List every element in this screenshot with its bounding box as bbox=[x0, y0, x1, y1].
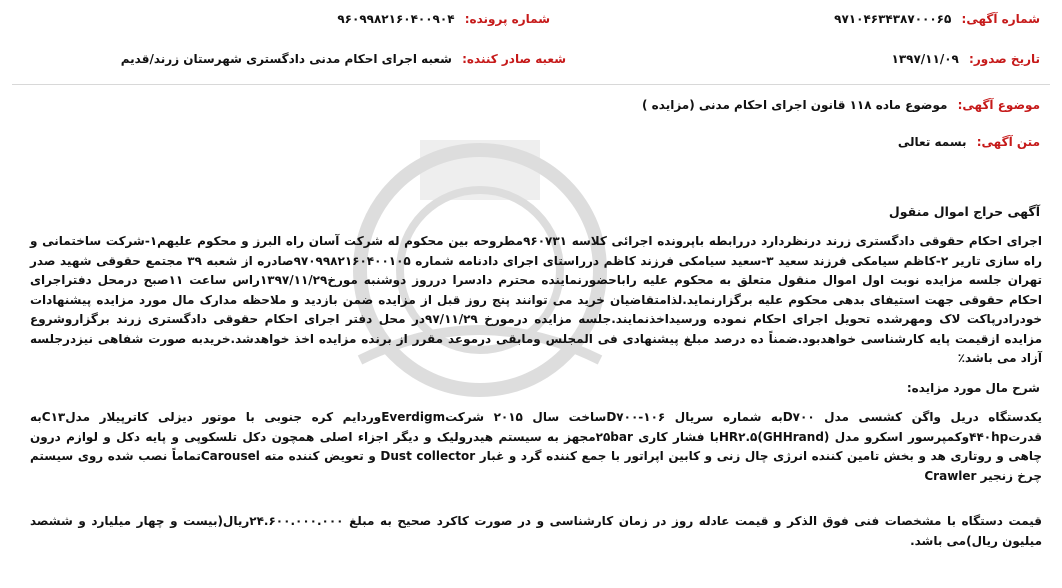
header-divider bbox=[12, 84, 1050, 85]
issuer-value: شعبه اجرای احکام مدنی دادگستری شهرستان زرند/قدیم bbox=[120, 52, 452, 66]
notice-number-value: ۹۷۱۰۴۶۳۴۳۸۷۰۰۰۶۵ bbox=[834, 12, 952, 26]
notice-title: آگهی حراج اموال منقول bbox=[888, 204, 1040, 219]
price-paragraph: قیمت دستگاه با مشخصات فنی فوق الذکر و قیمت عادله روز در زمان کارشناسی و در صورت کاکرد صحیح به مبلغ ۲۴.۶۰۰.۰۰۰.۰۰۰ریال(بیست و چهار میلیارد و ششصد میلیون ریال)می باشد. bbox=[30, 514, 1042, 548]
notice-number-label: شماره آگهی: bbox=[961, 12, 1040, 26]
text-field bbox=[898, 135, 1040, 149]
subject-field bbox=[642, 98, 1040, 112]
text-opening: بسمه تعالی bbox=[897, 135, 967, 149]
case-number-field bbox=[337, 12, 550, 26]
issuer-field bbox=[121, 52, 566, 66]
property-description: یکدستگاه دریل واگن کشسی مدل D۷۰۰به شماره سریال ۱۰۶-D۷۰۰ساخت سال ۲۰۱۵ شرکتEverdigmوردایم کره جنوبی با موتور دیزلی کاترپیلار مدلC۱۳به قدرت۴۴۰hpوکمپرسور اسکرو مدل (GHHrand)HR۲.۵با فشار کاری ۲۵barمجهز به سیستم هیدرولیک و دیگر اجزاء اصلی همچون دکل تلسکوپی و پایه دکل و لوازم درون چاهی و روتاری هد و بخش تامین کننده انرژی چال زنی و کابین اپراتور با جمع کننده گرد و غبار Dust collector و تعویض کننده مته Carouselتماماً نصب شده روی سیستم چرخ زنجیر Crawler bbox=[30, 410, 1043, 483]
notice-paragraph-main: اجرای احکام حقوقی دادگستری زرند درنظردارد دررابطه باپرونده اجرائی کلاسه ۹۶۰۷۳۱مطروحه بین محکوم له شرکت آسان راه البرز و محکوم علیهم۱-شرکت ساختمانی و راه سازی تاریر ۲-کاظم سیامکی فرزند سعید ۳-سعید سیامکی فرزند کاظم درراستای اجرای دادنامه شماره ۹۷۰۹۹۸۲۱۶۰۴۰۰۱۰۵صادره از شعبه ۳۹ مجتمع حقوقی شهید صدر تهران جلسه مزایده نوبت اول اموال منقول متعلق به محکوم علیه راباحضورنماینده محترم دادسرا درروز دوشنبه مورخ۱۳۹۷/۱۱/۲۹راس ساعت ۱۱صبح درمحل دفتراجرای احکام حقوقی جهت استیفای بدهی محکوم علیه برگزارنماید.لذامتقاضیان خرید می توانند پنج روز قبل از مزایده ضمن بازدید و ملاحظه مدارک مال مورد مزایده پیشنهادات خودرادرپاکت لاک ومهرشده تحویل اجرای احکام نموده ورسیداخذنمایند.جلسه مزایده درمورخ ۹۷/۱۱/۲۹در محل دفتر اجرای احکام حقوقی دادگستری زرند برگزاروشروع مزایده ازقیمت پایه کارشناسی خواهدبود.ضمناً ده درصد مبلغ پیشنهادی فی المجلس ومابقی درموعد مقرر از برنده مزایده اخذ خواهدشد.خریدبه صورت شفاهی نیزدرجلسه آزاد می باشد٪ bbox=[30, 234, 1043, 365]
property-heading: شرح مال مورد مزایده: bbox=[906, 381, 1040, 395]
subject-label: موضوع آگهی: bbox=[957, 98, 1040, 112]
issue-date-field bbox=[892, 52, 1041, 66]
issue-date-value: ۱۳۹۷/۱۱/۰۹ bbox=[891, 52, 959, 66]
issuer-label: شعبه صادر کننده: bbox=[462, 52, 566, 66]
subject-value: موضوع ماده ۱۱۸ قانون اجرای احکام مدنی (مزایده ) bbox=[642, 98, 948, 112]
issue-date-label: تاریخ صدور: bbox=[969, 52, 1040, 66]
text-label: متن آگهی: bbox=[976, 135, 1040, 149]
case-number-label: شماره پرونده: bbox=[464, 12, 550, 26]
case-number-value: ۹۶۰۹۹۸۲۱۶۰۴۰۰۹۰۴ bbox=[337, 12, 455, 26]
notice-number-field bbox=[834, 12, 1040, 26]
